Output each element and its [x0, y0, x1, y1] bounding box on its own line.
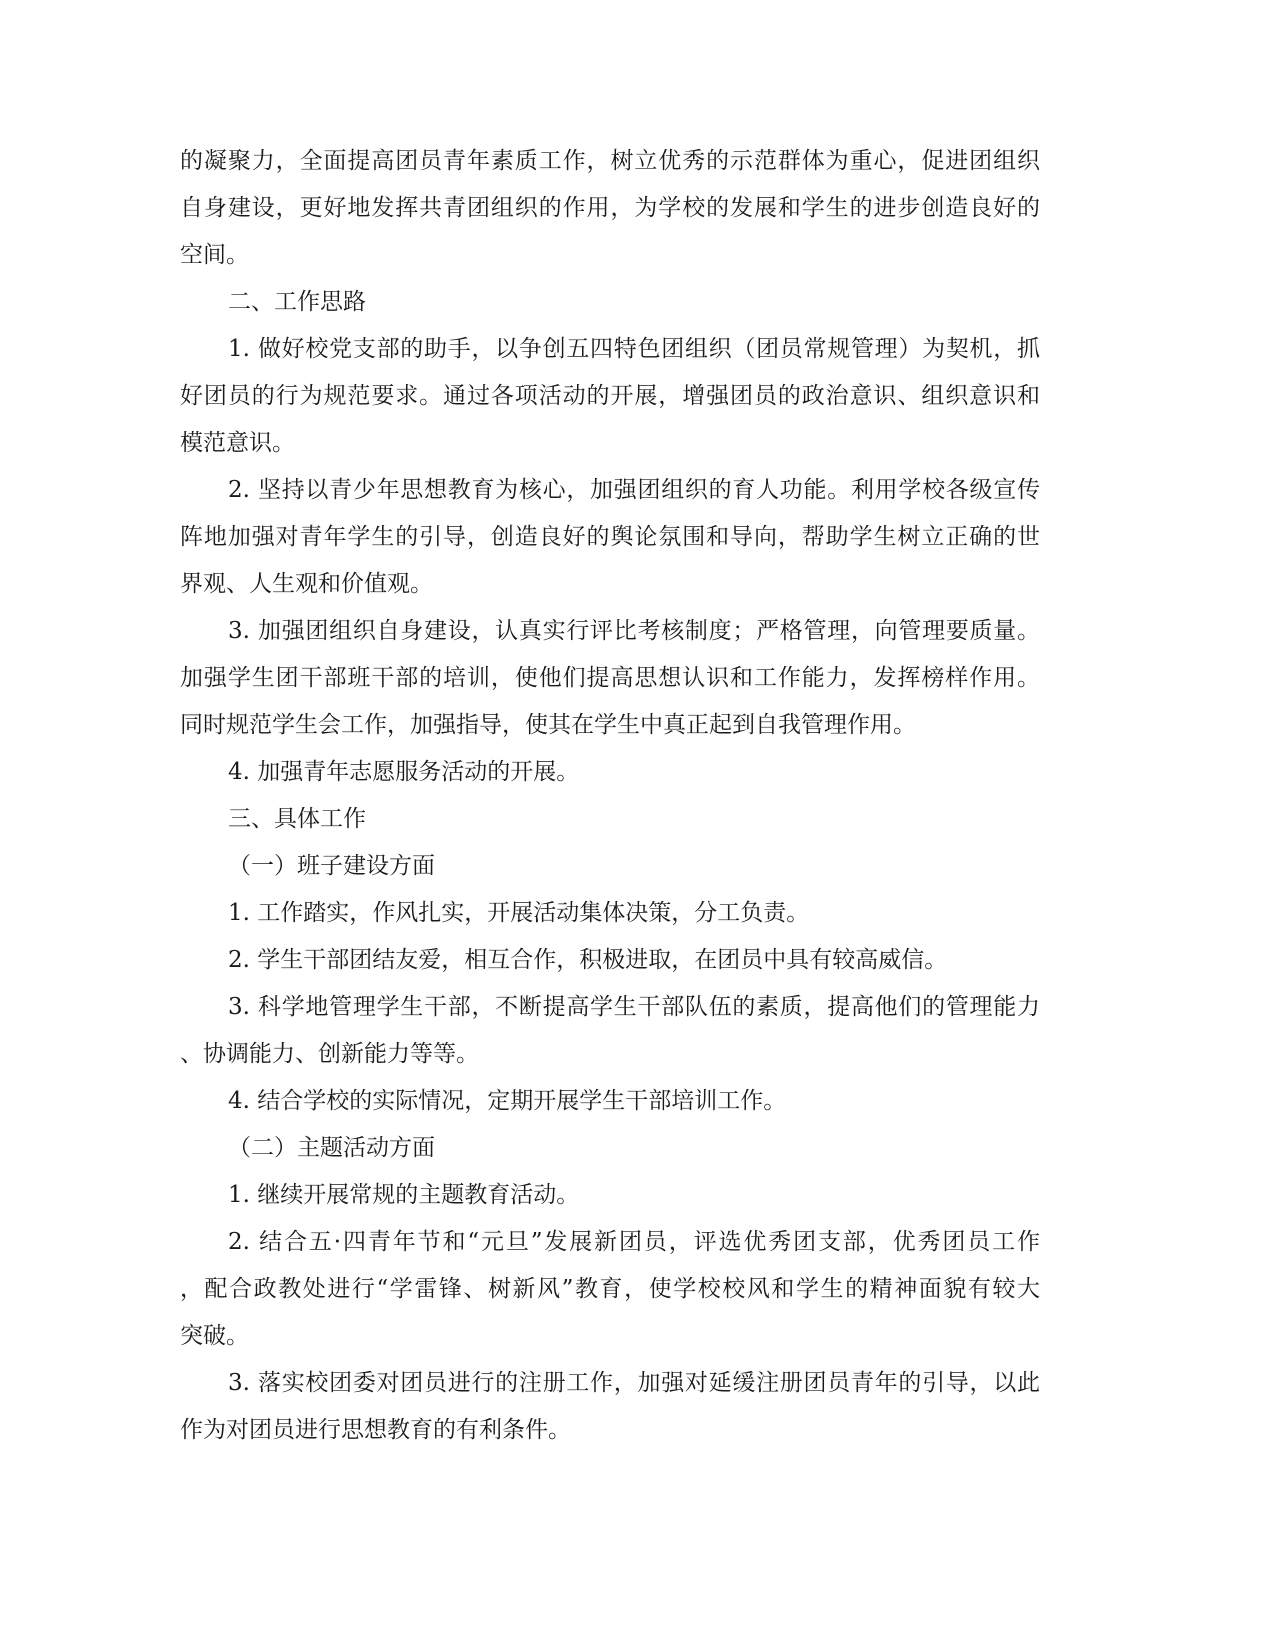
- text-line: 4. 加强青年志愿服务活动的开展。: [228, 759, 580, 785]
- text-line: 作为对团员进行思想教育的有利条件。: [180, 1417, 571, 1443]
- text-line: 模范意识。: [180, 430, 295, 456]
- text-line: （二）主题活动方面: [228, 1135, 435, 1161]
- document-body: [180, 138, 1040, 1454]
- text-line: 空间。: [180, 242, 249, 268]
- text-line: 的凝聚力，全面提高团员青年素质工作，树立优秀的示范群体为重心，促进团组织: [180, 148, 1040, 174]
- text-line: 、协调能力、创新能力等等。: [180, 1041, 479, 1067]
- text-line: 1. 继续开展常规的主题教育活动。: [228, 1182, 580, 1208]
- text-line: 阵地加强对青年学生的引导，创造良好的舆论氛围和导向，帮助学生树立正确的世: [180, 524, 1040, 550]
- text-line: 2. 学生干部团结友爱，相互合作，积极进取，在团员中具有较高威信。: [228, 947, 948, 973]
- text-line: （一）班子建设方面: [228, 853, 435, 879]
- text-line: 3. 加强团组织自身建设，认真实行评比考核制度；严格管理，向管理要质量。: [228, 618, 1040, 644]
- text-line: 界观、人生观和价值观。: [180, 571, 433, 597]
- text-line: 1. 做好校党支部的助手，以争创五四特色团组织（团员常规管理）为契机，抓: [228, 336, 1040, 362]
- text-line: 同时规范学生会工作，加强指导，使其在学生中真正起到自我管理作用。: [180, 712, 916, 738]
- text-line: 1. 工作踏实，作风扎实，开展活动集体决策，分工负责。: [228, 900, 810, 926]
- text-line: 4. 结合学校的实际情况，定期开展学生干部培训工作。: [228, 1088, 787, 1114]
- text-line: 加强学生团干部班干部的培训，使他们提高思想认识和工作能力，发挥榜样作用。: [180, 665, 1040, 691]
- text-line: 二、工作思路: [228, 289, 366, 315]
- text-line: 3. 科学地管理学生干部，不断提高学生干部队伍的素质，提高他们的管理能力: [228, 994, 1040, 1020]
- text-line: ，配合政教处进行“学雷锋、树新风”教育，使学校校风和学生的精神面貌有较大: [180, 1276, 1040, 1302]
- text-line: 突破。: [180, 1323, 249, 1349]
- text-line: 好团员的行为规范要求。通过各项活动的开展，增强团员的政治意识、组织意识和: [180, 383, 1040, 409]
- text-line: 3. 落实校团委对团员进行的注册工作，加强对延缓注册团员青年的引导，以此: [228, 1370, 1040, 1396]
- text-line: 三、具体工作: [228, 806, 366, 832]
- text-line: 2. 坚持以青少年思想教育为核心，加强团组织的育人功能。利用学校各级宣传: [228, 477, 1040, 503]
- text-line: 2. 结合五·四青年节和“元旦”发展新团员，评选优秀团支部，优秀团员工作: [228, 1229, 1040, 1255]
- text-line: 自身建设，更好地发挥共青团组织的作用，为学校的发展和学生的进步创造良好的: [180, 195, 1040, 221]
